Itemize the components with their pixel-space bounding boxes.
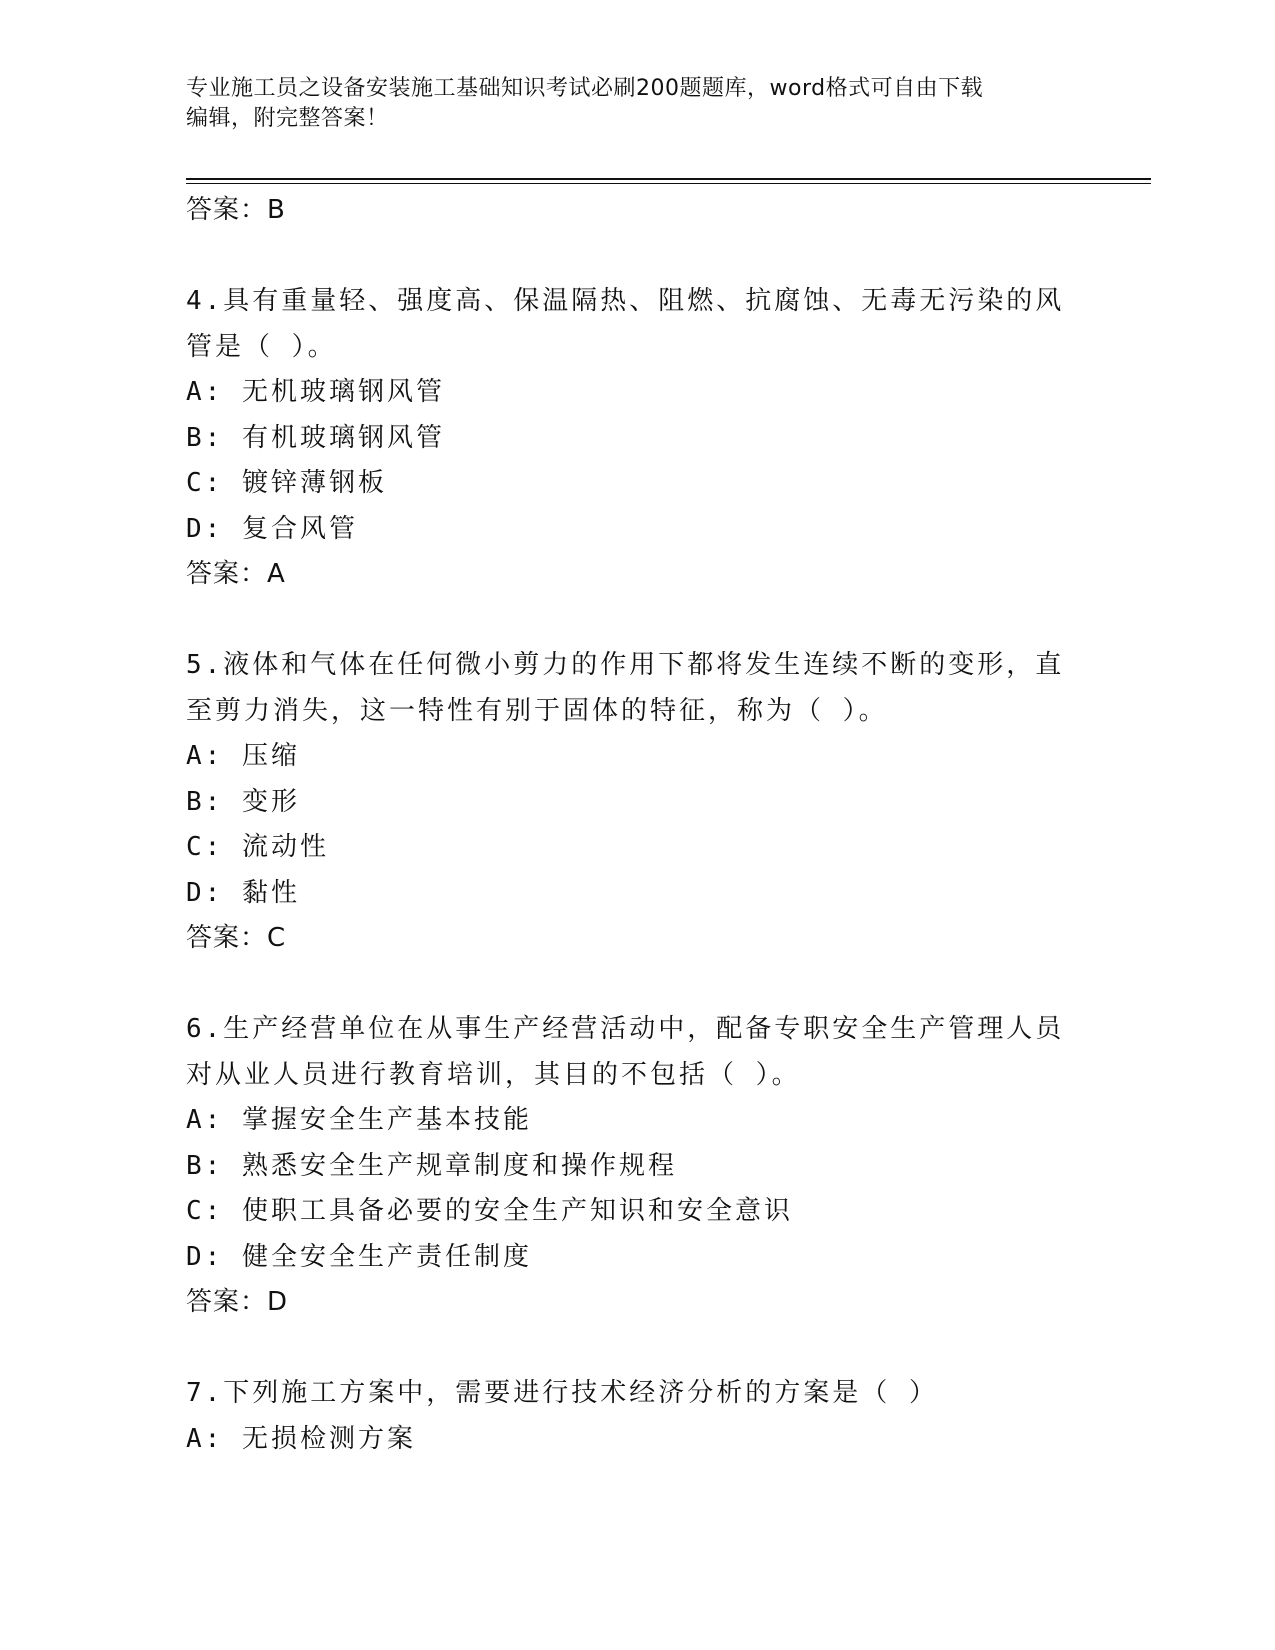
header-line-1: 专业施工员之设备安装施工基础知识考试必刷200题题库，word格式可自由下载 (186, 76, 984, 101)
option-b: B: 有机玻璃钢风管 (186, 422, 445, 453)
spacer (186, 234, 1086, 280)
option-b: B: 熟悉安全生产规章制度和操作规程 (186, 1150, 677, 1181)
option-c: C: 流动性 (186, 832, 329, 862)
header-line-2: 编辑，附完整答案！ (186, 106, 389, 131)
header-rule-thin (186, 183, 1151, 184)
spacer (186, 962, 1086, 1008)
option-c: C: 使职工具备必要的安全生产知识和安全意识 (186, 1196, 793, 1226)
header-rule-thick (186, 178, 1151, 180)
option-a: A: 掌握安全生产基本技能 (186, 1105, 532, 1135)
spacer (186, 598, 1086, 644)
question-stem: 5.液体和气体在任何微小剪力的作用下都将发生连续不断的变形，直 (186, 650, 1065, 680)
answer-line: 答案：D (186, 1287, 289, 1317)
option-c: C: 镀锌薄钢板 (186, 468, 387, 498)
option-a: A: 无机玻璃钢风管 (186, 377, 445, 407)
question-stem: 7.下列施工方案中，需要进行技术经济分析的方案是（ ） (186, 1378, 938, 1408)
page-header (186, 74, 1066, 134)
question-stem-continued: 至剪力消失，这一特性有别于固体的特征，称为（ ）。 (186, 695, 888, 726)
question-stem: 4.具有重量轻、强度高、保温隔热、阻燃、抗腐蚀、无毒无污染的风 (186, 286, 1065, 316)
question-stem-continued: 管是（ ）。 (186, 331, 337, 362)
question-block (186, 643, 1086, 962)
question-block (186, 1007, 1086, 1326)
option-a: A: 压缩 (186, 741, 300, 771)
answer-line: 答案：C (186, 923, 287, 953)
spacer (186, 1326, 1086, 1372)
question-stem-continued: 对从业人员进行教育培训，其目的不包括（ ）。 (186, 1059, 801, 1090)
option-d: D: 黏性 (186, 877, 300, 908)
option-d: D: 健全安全生产责任制度 (186, 1241, 532, 1272)
answer-line: 答案：B (186, 195, 286, 225)
question-block (186, 1371, 1086, 1462)
option-d: D: 复合风管 (186, 513, 358, 544)
answer-line: 答案：A (186, 559, 286, 589)
document-body (186, 188, 1086, 1462)
question-stem: 6.生产经营单位在从事生产经营活动中，配备专职安全生产管理人员 (186, 1014, 1065, 1044)
option-a: A: 无损检测方案 (186, 1423, 416, 1454)
question-block (186, 279, 1086, 598)
option-b: B: 变形 (186, 786, 300, 817)
